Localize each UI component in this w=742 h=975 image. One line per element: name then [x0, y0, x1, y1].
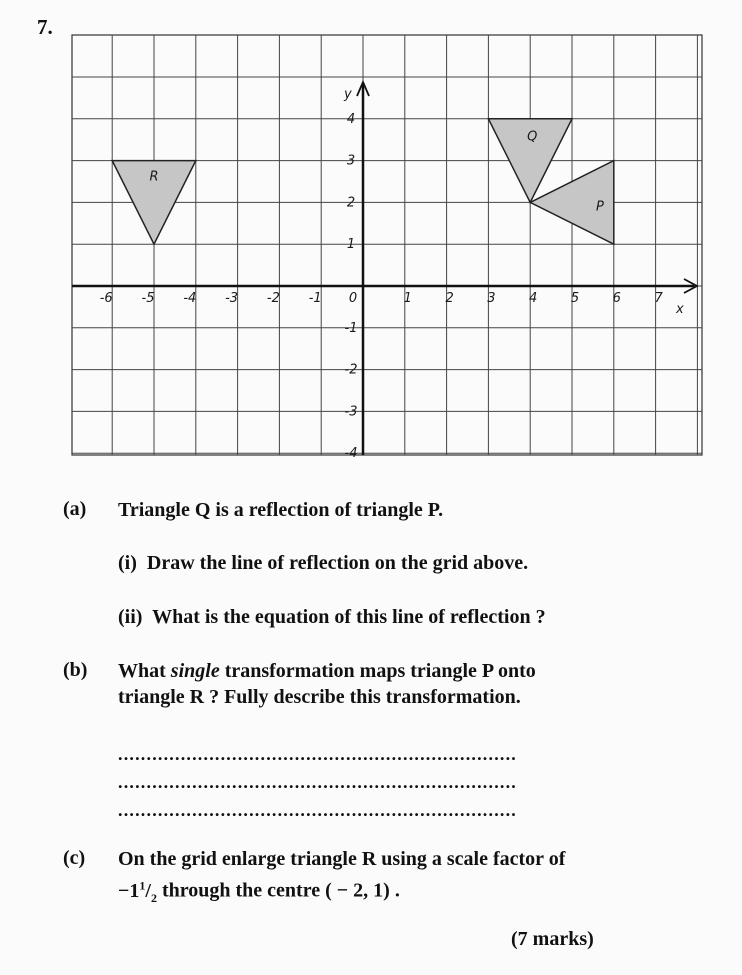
- part-c-line2-rest: through the centre ( − 2, 1) .: [156, 879, 400, 902]
- y-tick-label: -2: [344, 362, 358, 378]
- part-a-i-label: (i): [118, 552, 137, 574]
- x-tick-label: 2: [445, 291, 454, 306]
- marks: (7 marks): [511, 928, 594, 950]
- x-tick-label: 3: [487, 291, 496, 306]
- part-b-text-post: transformation maps triangle P onto: [219, 660, 536, 682]
- x-tick-label: 4: [529, 291, 538, 306]
- part-b-text-pre: What: [118, 660, 171, 682]
- part-b-label: (b): [63, 659, 88, 681]
- part-a-ii-text: What is the equation of this line of reflection ?: [152, 606, 546, 628]
- part-a-ii-label: (ii): [118, 606, 143, 628]
- x-tick-label: 0: [348, 291, 358, 306]
- x-tick-label: -3: [225, 291, 239, 306]
- x-tick-label: 7: [654, 291, 663, 306]
- scale-factor: $-1^1/_2$: [118, 878, 157, 905]
- x-tick-label: -2: [266, 291, 280, 306]
- part-c-line2: [118, 872, 400, 911]
- part-c-label: (c): [63, 847, 86, 869]
- triangle-label-r: R: [149, 169, 159, 185]
- question-number: 7.: [37, 15, 53, 39]
- triangle-label-q: Q: [527, 129, 538, 145]
- part-b-emph: single: [170, 660, 220, 682]
- part-a-ii: [118, 604, 546, 630]
- x-tick-label: 1: [403, 291, 412, 306]
- y-tick-label: 3: [346, 153, 356, 169]
- part-b-line1: [118, 658, 536, 684]
- y-tick-label: -4: [344, 446, 358, 462]
- x-tick-label: -5: [141, 291, 155, 306]
- x-tick-label: -6: [99, 291, 113, 306]
- y-tick-label: 1: [346, 237, 356, 253]
- coordinate-grid: [0, 0, 742, 470]
- x-tick-label: 6: [612, 291, 621, 306]
- part-c-line1: On the grid enlarge triangle R using a scale factor of: [118, 848, 566, 870]
- x-tick-label: 5: [570, 291, 580, 306]
- x-tick-label: -4: [183, 291, 197, 306]
- x-axis-label: x: [676, 302, 684, 317]
- part-a-i-text: Draw the line of reflection on the grid above.: [146, 552, 529, 574]
- part-b-line2: triangle R ? Fully describe this transformation.: [118, 686, 521, 708]
- answer-line-3[interactable]: ......................................................................: [118, 801, 517, 819]
- part-a-label: (a): [63, 498, 87, 520]
- grid-border: [72, 35, 702, 455]
- y-tick-label: -3: [344, 404, 358, 420]
- triangle-label-p: P: [596, 199, 604, 215]
- part-a-i: [118, 550, 528, 576]
- y-axis-label: y: [344, 87, 352, 102]
- y-tick-label: 4: [346, 111, 356, 127]
- x-tick-label: -1: [308, 291, 322, 306]
- part-a-text: Triangle Q is a reflection of triangle P.: [118, 499, 444, 521]
- answer-line-1[interactable]: ......................................................................: [118, 745, 517, 763]
- y-tick-label: -1: [344, 320, 358, 336]
- y-tick-label: 2: [346, 195, 356, 211]
- answer-line-2[interactable]: ......................................................................: [118, 773, 517, 791]
